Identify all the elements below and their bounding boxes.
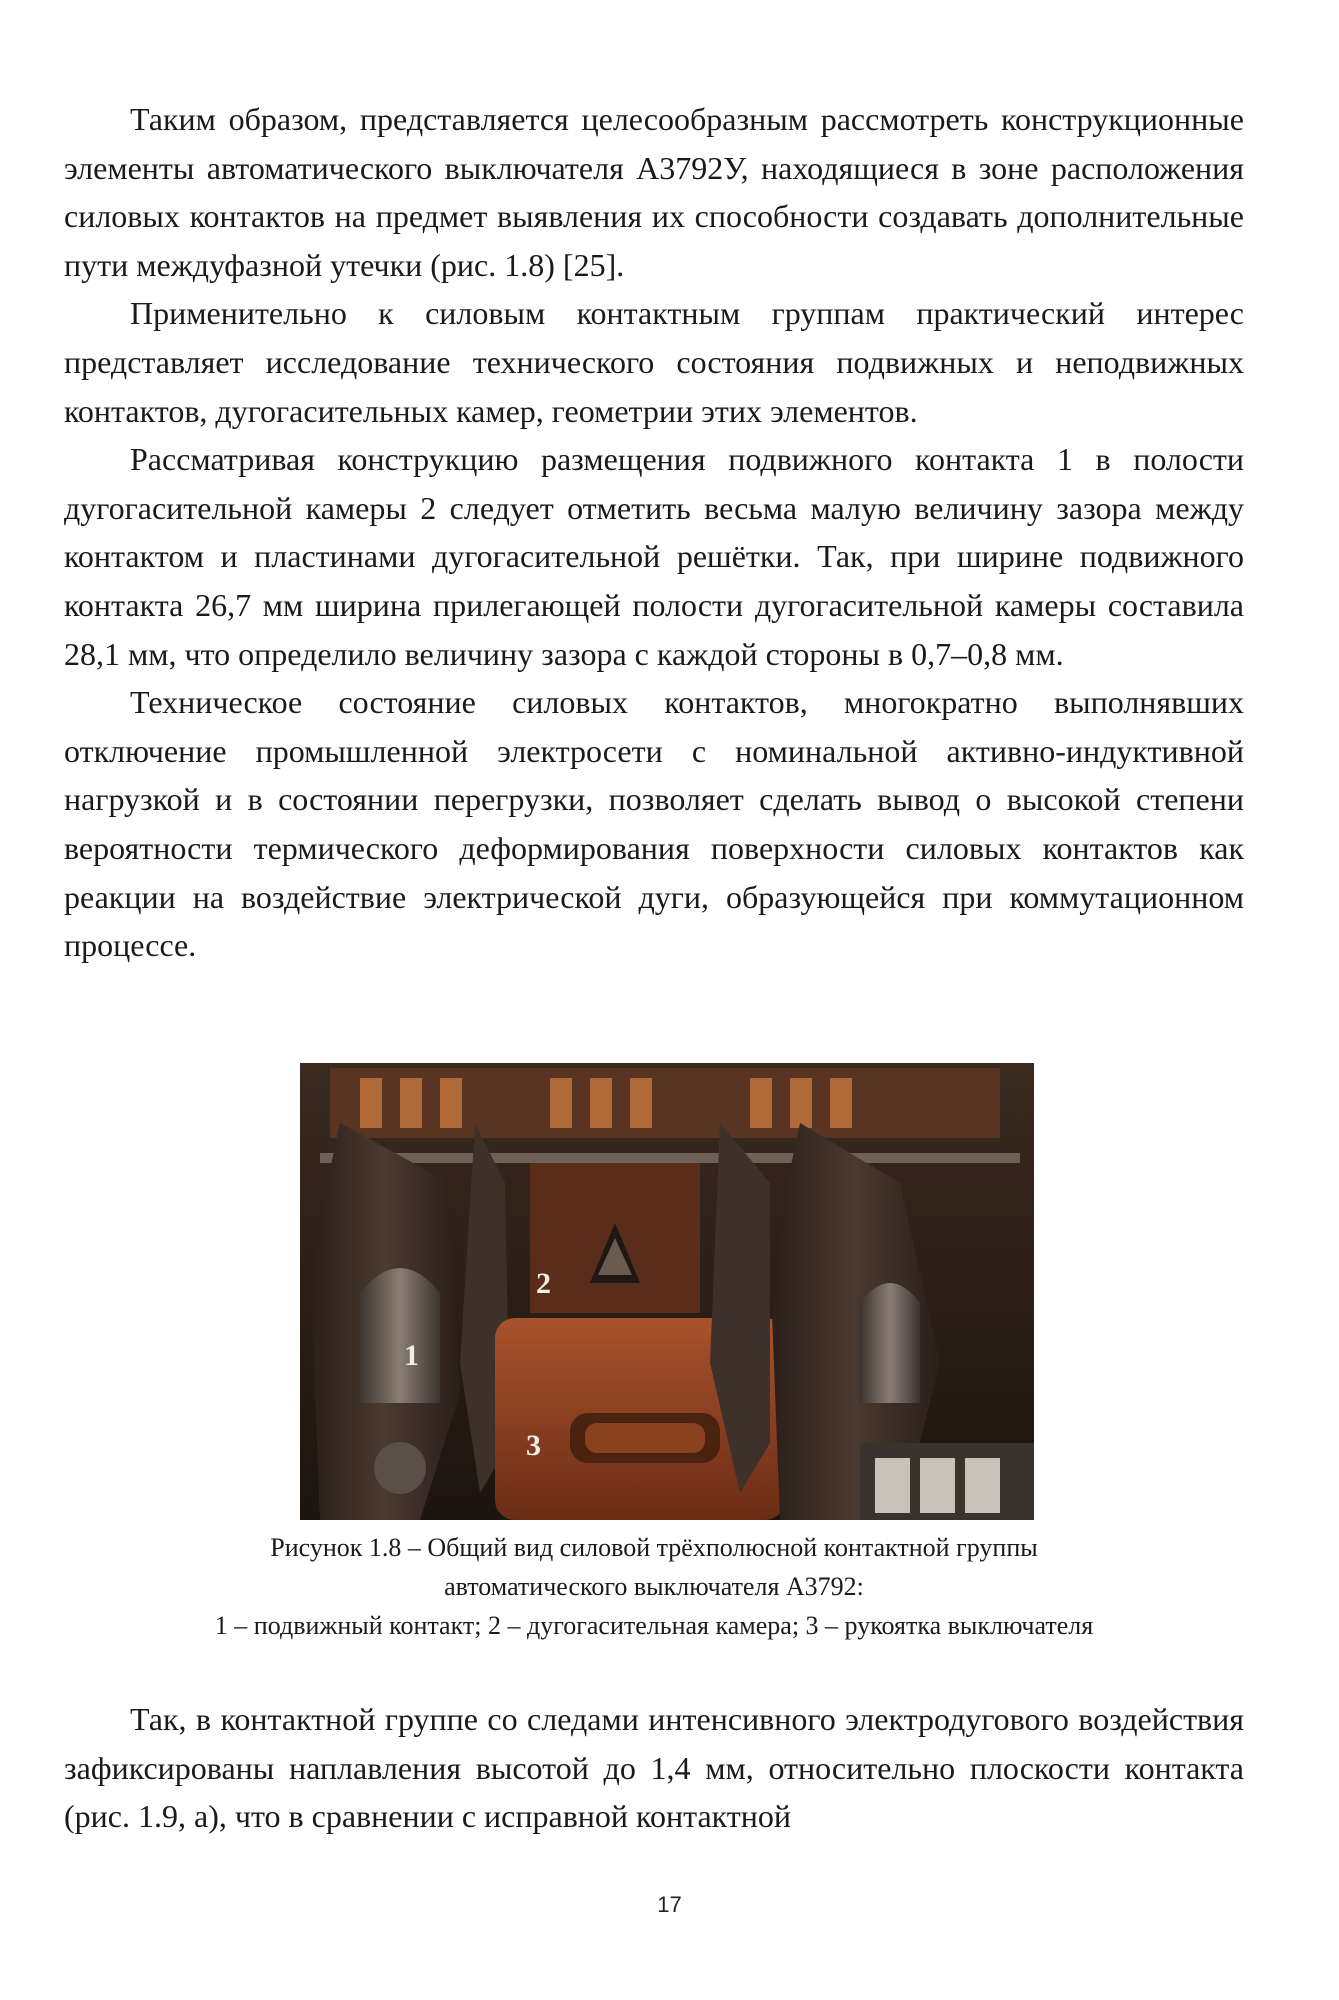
paragraph: Техническое состояние силовых контактов, многократно выполнявших отключение промышленной электросети с номинальной активно-индуктивной нагрузкой и в состоянии перегрузки, позволяет сделать вывод о высокой степени вероятности термического деформирования поверхности силовых контактов как реакции на воздействие электрической дуги, образующейся при коммутационном процессе.: [64, 684, 1244, 964]
page-number: 17: [657, 1892, 682, 1917]
paragraph: Применительно к силовым контактным группам практический интерес представляет исследование технического состояния подвижных и неподвижных контактов, дугогасительных камер, геометрии этих элементов.: [64, 295, 1244, 429]
figure-caption: [64, 1528, 1244, 1645]
figure-label-3: 3: [526, 1429, 541, 1462]
caption-line: 1 – подвижный контакт; 2 – дугогасительная камера; 3 – рукоятка выключателя: [214, 1611, 1094, 1640]
figure-photo-contact-group: [300, 1063, 1034, 1520]
paragraph: Рассматривая конструкцию размещения подвижного контакта 1 в полости дугогасительной камеры 2 следует отметить весьма малую величину зазора между контактом и пластинами дугогасительной решётки. Так, при ширине подвижного контакта 26,7 мм ширина прилегающей полости дугогасительной камеры составила 28,1 мм, что определило величину зазора с каждой стороны в 0,7–0,8 мм.: [64, 441, 1244, 672]
body-text-bottom: [64, 1695, 1244, 1841]
caption-line: Рисунок 1.8 – Общий вид силовой трёхполюсной контактной группы: [270, 1533, 1038, 1562]
paragraph: Таким образом, представляется целесообразным рассмотреть конструкционные элементы автоматического выключателя А3792У, находящиеся в зоне расположения силовых контактов на предмет выявления их способности создавать дополнительные пути междуфазной утечки (рис. 1.8) [25].: [64, 101, 1244, 283]
figure-label-1: 1: [404, 1339, 419, 1372]
figure-label-2: 2: [536, 1267, 551, 1300]
paragraph: Так, в контактной группе со следами интенсивного электродугового воздействия зафиксированы наплавления высотой до 1,4 мм, относительно плоскости контакта (рис. 1.9, а), что в сравнении с исправной контактной: [64, 1701, 1244, 1835]
caption-line: автоматического выключателя А3792:: [444, 1572, 864, 1601]
photo-illustration: [300, 1063, 1034, 1520]
body-text-top: [64, 95, 1244, 970]
